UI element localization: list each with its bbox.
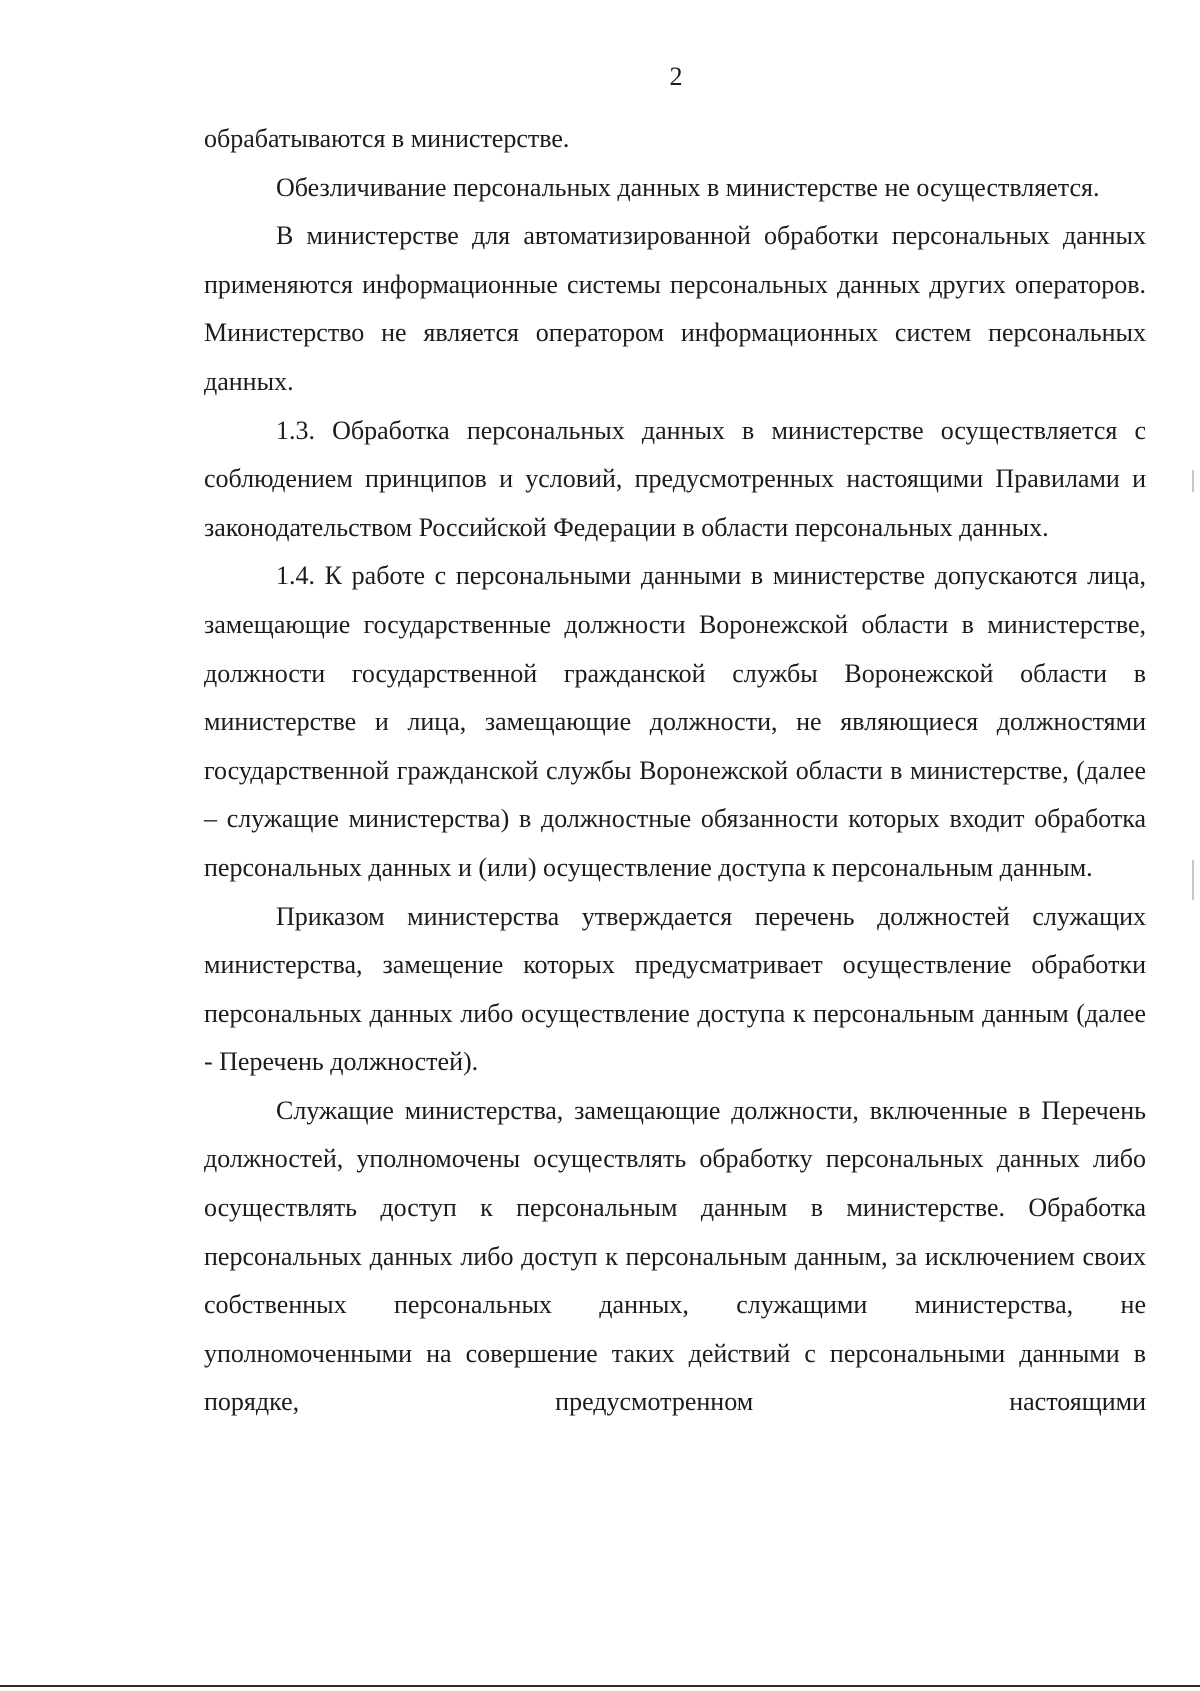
document-body [204, 115, 1146, 1427]
page-number: 2 [669, 62, 683, 91]
paragraph-1: обрабатываются в министерстве. [204, 124, 570, 153]
paragraph-2: Обезличивание персональных данных в министерстве не осуществляется. [276, 172, 1100, 202]
paragraph-6: Приказом министерства утверждается перечень должностей служащих министерства, замещение которых предусматривает осуществление обработки персональных данных либо осуществление доступа к персональным данным (далее - Перечень должностей). [204, 901, 1146, 1077]
scan-artifact [1192, 470, 1194, 492]
paragraph-4: 1.3. Обработка персональных данных в министерстве осуществляется с соблюдением принципов и условий, предусмотренных настоящими Правилами и законодательством Российской Федерации в области персональных данных. [204, 415, 1146, 542]
paragraph-5: 1.4. К работе с персональными данными в министерстве допускаются лица, замещающие государственные должности Воронежской области в министерстве, должности государственной гражданской службы Воронежской области в министерстве и лица, замещающие должности, не являющиеся должностями государственной гражданской службы Воронежской области в министерстве, (далее – служащие министерства) в должностные обязанности которых входит обработка персональных данных и (или) осуществление доступа к персональным данным. [204, 561, 1146, 882]
paragraph-3: В министерстве для автоматизированной обработки персональных данных применяются информационные системы персональных данных других операторов. Министерство не является оператором информационных систем персональных данных. [204, 221, 1146, 396]
page-bottom-edge [0, 1685, 1200, 1687]
paragraph-7: Служащие министерства, замещающие должности, включенные в Перечень должностей, уполномочены осуществлять обработку персональных данных либо осуществлять доступ к персональным данным в министерстве. Обработка персональных данных либо доступ к персональным данным, за исключением своих собственных персональных данных, служащими министерства, не уполномоченными на совершение таких действий с персональными данными в порядке, предусмотренном настоящими [204, 1095, 1146, 1417]
scan-artifact [1192, 860, 1194, 900]
